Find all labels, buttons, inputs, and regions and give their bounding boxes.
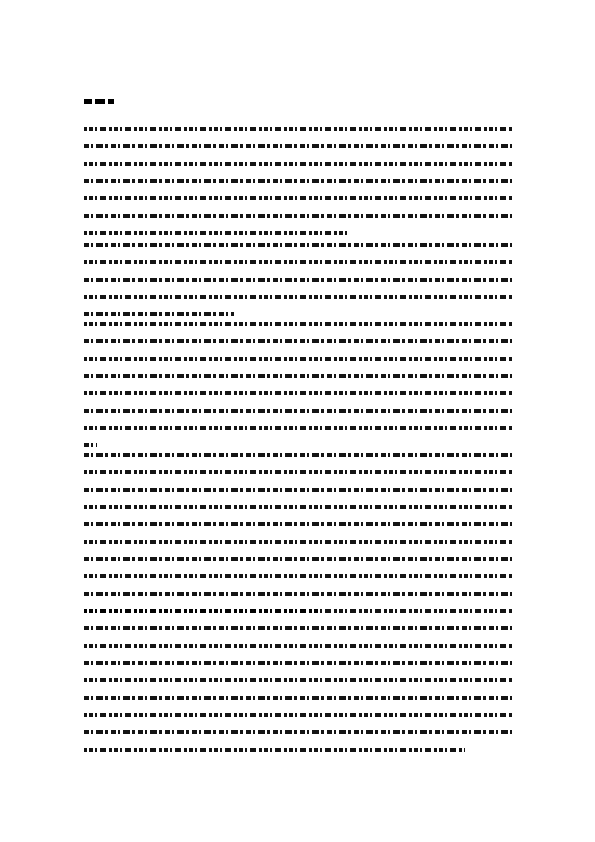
text-line xyxy=(84,540,512,544)
text-line xyxy=(84,443,97,447)
text-line xyxy=(84,179,512,183)
text-line xyxy=(84,312,234,316)
text-line xyxy=(84,409,512,413)
text-line xyxy=(84,678,512,682)
text-line xyxy=(84,557,512,561)
text-line xyxy=(84,748,465,752)
section-heading xyxy=(84,97,144,105)
text-line xyxy=(84,127,512,131)
text-line xyxy=(84,626,512,630)
text-line xyxy=(84,339,512,343)
paragraph-5 xyxy=(84,609,512,765)
text-line xyxy=(84,574,512,578)
text-line xyxy=(84,278,512,282)
text-line xyxy=(84,696,512,700)
text-line xyxy=(84,162,512,166)
text-line xyxy=(84,426,512,430)
text-line xyxy=(84,214,512,218)
text-line xyxy=(84,661,512,665)
text-line xyxy=(84,470,512,474)
text-line xyxy=(84,609,512,613)
text-line xyxy=(84,391,512,395)
text-line xyxy=(84,713,512,717)
paragraph-1 xyxy=(84,127,512,248)
text-line xyxy=(84,196,512,200)
text-line xyxy=(84,488,512,492)
text-line xyxy=(84,243,512,247)
text-line xyxy=(84,644,512,648)
text-line xyxy=(84,260,512,264)
text-line xyxy=(84,231,349,235)
paragraph-3 xyxy=(84,322,512,461)
text-line xyxy=(84,592,512,596)
paragraph-4 xyxy=(84,453,512,626)
text-line xyxy=(84,322,512,326)
text-line xyxy=(84,144,512,148)
text-line xyxy=(84,453,512,457)
paragraph-2 xyxy=(84,243,512,330)
text-line xyxy=(84,522,512,526)
text-line xyxy=(84,505,512,509)
text-line xyxy=(84,374,512,378)
text-line xyxy=(84,295,512,299)
text-line xyxy=(84,730,512,734)
text-line xyxy=(84,357,512,361)
